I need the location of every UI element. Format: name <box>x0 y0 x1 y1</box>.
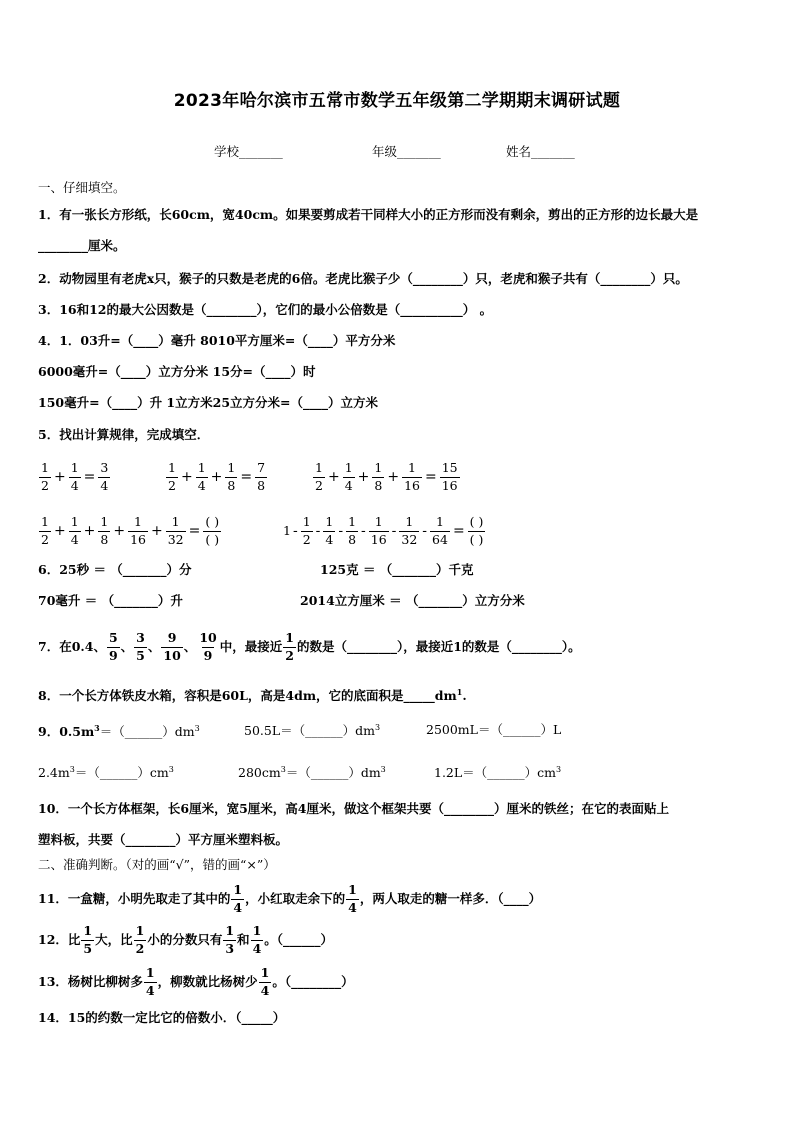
question-9-b: $50.5L=(\_\_\_\_\_\_)dm^3$ <box>244 723 381 739</box>
question-5-expr-2: $\frac{1}{2}$ + $\frac{1}{4}$ + $\frac{1}{8}$ = $\frac{7}{8}$ <box>168 460 266 493</box>
question-9-c: 2500mL＝（______）L <box>426 722 562 737</box>
section-1-heading: 一、仔细填空。 <box>38 180 126 195</box>
question-10-line-1: 10．一个长方体框架，长6厘米，宽5厘米，高4厘米，做这个框架共要（________）厘米的铁丝；在它的表面贴上 <box>38 801 669 816</box>
page-title: 2023年哈尔滨市五常市数学五年级第二学期期末调研试题 <box>173 91 621 111</box>
question-6-b: 125克 ＝ （_______）千克 <box>320 562 474 577</box>
question-5-expr-5: 1 - $\frac{1}{2}$ - $\frac{1}{4}$ - $\frac{1}{8}$ - $\frac{1}{16}$ - $\frac{1}{32}$ - $\frac{1}{64}$ = $\frac{( )}{( )}$ <box>283 514 484 547</box>
question-12: 12．比 $\frac{1}{5}$ 大，比 $\frac{1}{2}$ 小的分数只有 $\frac{1}{3}$ 和 $\frac{1}{4}$ 。（______） <box>38 923 334 956</box>
question-8: 8．一个长方体铁皮水箱，容积是60L，高是4dm，它的底面积是$\_\_\_\_\_dm^1$. <box>38 687 467 704</box>
section-2-heading: 二、准确判断。（对的画“√”，错的画“×”） <box>38 857 276 872</box>
question-4-line-3: 150毫升=（____）升 1立方米25立方分米=（____）立方米 <box>38 395 378 410</box>
question-5: 5．找出计算规律，完成填空． <box>38 427 210 442</box>
fraction: $\frac{1}{2}$ <box>41 460 49 493</box>
question-9-row-1: 9．$0.5m^3=(\_\_\_\_\_\_)dm^3$ <box>38 723 200 740</box>
grade-field: 年级_______ <box>372 144 441 159</box>
question-13: 13．杨树比柳树多 $\frac{1}{4}$ ，柳数就比杨树少 $\frac{1}{4}$ 。（________） <box>38 965 354 998</box>
question-5-expr-3: $\frac{1}{2}$ + $\frac{1}{4}$ + $\frac{1}{8}$ + $\frac{1}{16}$ = $\frac{15}{16}$ <box>315 460 458 493</box>
question-1-line-2: ________厘米。 <box>38 238 126 253</box>
question-2: 2．动物园里有老虎x只，猴子的只数是老虎的6倍。老虎比猴子少（________）只，老虎和猴子共有（________）只。 <box>38 271 688 286</box>
name-field: 姓名_______ <box>506 144 575 159</box>
question-11: 11．一盒糖，小明先取走了其中的 $\frac{1}{4}$ ，小红取走余下的 $\frac{1}{4}$ ，两人取走的糖一样多．（____） <box>38 882 542 915</box>
question-10-line-2: 塑料板，共要（________）平方厘米塑料板。 <box>38 832 289 847</box>
question-6-d: 2014立方厘米 ＝ （_______）立方分米 <box>300 593 525 608</box>
question-14: 14．15的约数一定比它的倍数小．（_____） <box>38 1010 286 1025</box>
question-4-line-2: 6000毫升=（____）立方分米 15分=（____）时 <box>38 364 316 379</box>
question-6-a: 6．25秒 ＝ （_______）分 <box>38 562 192 577</box>
question-3: 3．16和12的最大公因数是（________），它们的最小公倍数是（__________） 。 <box>38 302 493 317</box>
question-9-e: $280cm^3=(\_\_\_\_\_\_)dm^3$ <box>238 765 386 781</box>
question-5-expr-1: $\frac{1}{2}$ + $\frac{1}{4}$ = $\frac{3}{4}$ <box>41 460 109 493</box>
question-5-expr-4: $\frac{1}{2}$ + $\frac{1}{4}$ + $\frac{1}{8}$ + $\frac{1}{16}$ + $\frac{1}{32}$ = $\frac{( )}{( )}$ <box>41 514 220 547</box>
fraction: $\frac{1}{4}$ <box>70 460 79 493</box>
question-1-line-1: 1．有一张长方形纸，长60cm，宽40cm。如果要剪成若干同样大小的正方形而没有剩余，剪出的正方形的边长最大是 <box>38 207 699 222</box>
question-9-f: $1.2L=(\_\_\_\_\_\_)cm^3$ <box>434 765 562 781</box>
question-7: 7．在0.4、 $\frac{5}{9}$ 、 $\frac{3}{5}$ 、 $\frac{9}{10}$ 、 $\frac{10}{9}$ 中，最接近 $\frac{1}{2}$ 的数是（________），最接近1的数是（________）。 <box>38 630 581 663</box>
question-9-d: $2.4m^3=(\_\_\_\_\_\_)cm^3$ <box>38 765 174 781</box>
question-4-line-1: 4．1．03升=（____）毫升 8010平方厘米=（____）平方分米 <box>38 333 396 348</box>
school-field: 学校_______ <box>214 144 283 159</box>
fraction: $\frac{3}{4}$ <box>100 460 109 493</box>
question-6-c: 70毫升 ＝ （_______）升 <box>38 593 183 608</box>
